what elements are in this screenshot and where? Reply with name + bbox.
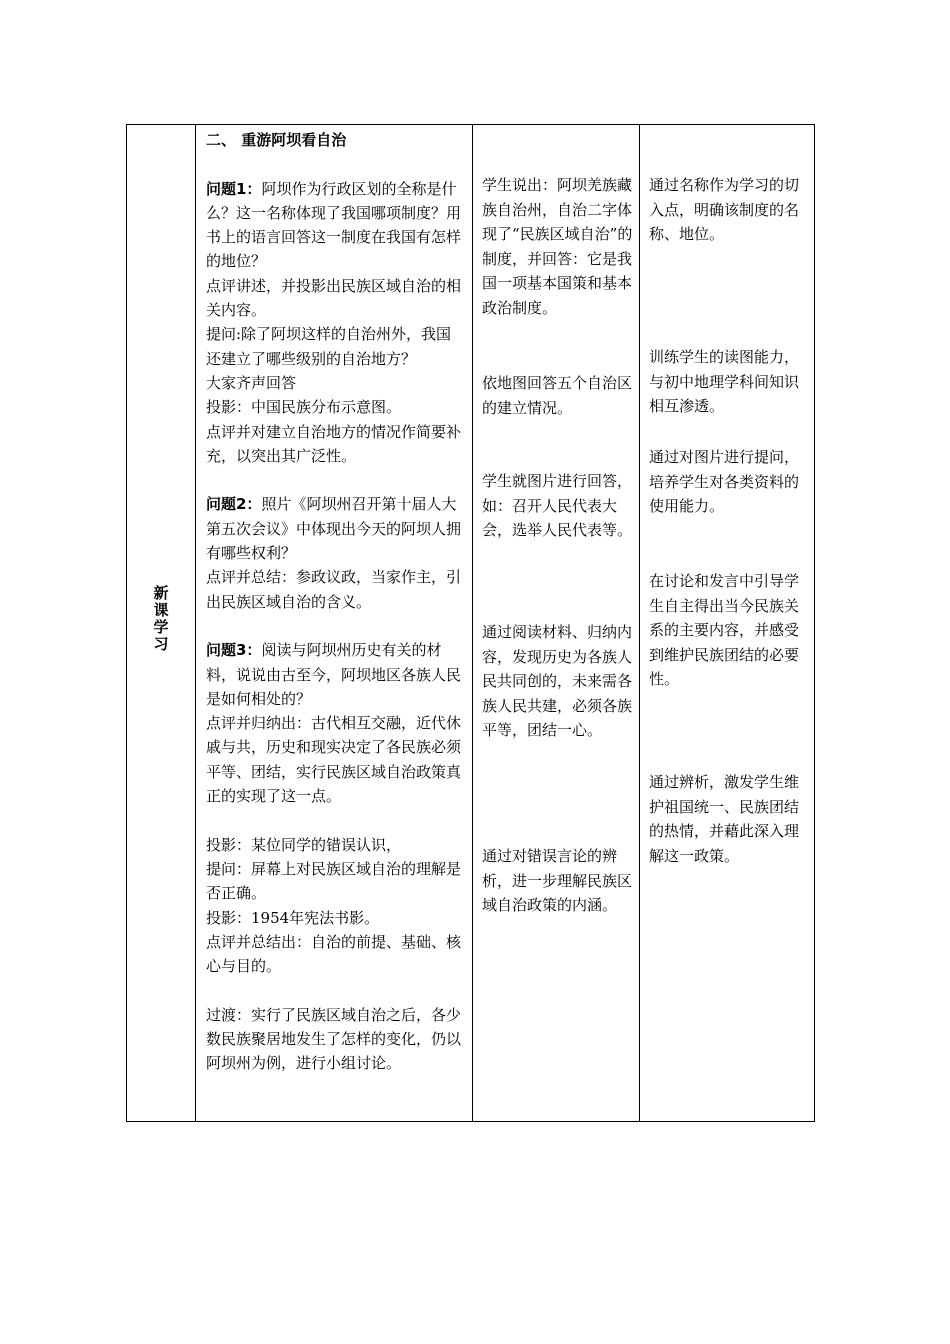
design-intent: 通过名称作为学习的切入点，明确该制度的名称、地位。 [649,176,800,243]
teacher-step: 点评并对建立自治地方的情况作简要补充，以突出其广泛性。 [206,422,462,465]
section-label-char: 新 [153,584,169,602]
teacher-step: 点评讲述，并投影出民族区域自治的相关内容。 [206,276,462,320]
question-label: 问题2： [206,495,262,514]
section-label [127,585,195,653]
design-intent: 训练学生的读图能力，与初中地理学科间知识相互渗透。 [649,348,800,415]
question-1 [206,177,464,274]
section-label-char: 学 [153,618,169,636]
teacher-step: 点评并归纳出：古代相互交融，近代休戚与共，历史和现实决定了各民族必须平等、团结，实行民族区域自治政策真正的实现了这一点。 [206,714,462,806]
question-text: 照片《阿坝州召开第十届人大第五次会议》中体现出今天的阿坝人拥有哪些权利？ [206,495,462,563]
question-3 [206,638,464,711]
teacher-step: 提问:除了阿坝这样的自治州外，我国还建立了哪些级别的自治地方？ [206,325,452,368]
teacher-step: 过渡：实行了民族区域自治之后，各少数民族聚居地发生了怎样的变化，仍以阿坝州为例，进行小组讨论。 [206,1005,462,1073]
student-activity: 通过阅读材料、归纳内容，发现历史为各族人民共同创的，未来需各族人民共建，必须各族平等，团结一心。 [482,623,633,739]
question-text: 阅读与阿坝州历史有关的材料，说说由古至今，阿坝地区各族人民是如何相处的？ [206,641,462,708]
design-intent-column [640,125,815,1121]
design-intent: 通过辨析，激发学生维护祖国统一、民族团结的热情，并藉此深入理解这一政策。 [649,773,800,865]
student-activity-column [473,125,639,1121]
design-intent: 通过对图片进行提问，培养学生对各类资料的使用能力。 [649,448,800,515]
teacher-activity-column [196,125,472,1121]
question-2 [206,492,464,565]
teacher-step: 大家齐声回答 [206,373,297,392]
teacher-step: 投影：中国民族分布示意图。 [206,398,402,417]
student-activity: 通过对错误言论的辨析，进一步理解民族区域自治政策的内涵。 [482,847,633,914]
teacher-step: 投影：1954年宪法书影。 [206,908,380,927]
lesson-plan-table [126,124,815,1122]
teacher-step: 投影：某位同学的错误认识， [206,835,402,854]
teacher-step: 点评并总结出：自治的前提、基础、核心与目的。 [206,932,462,976]
design-intent: 在讨论和发言中引导学生自主得出当今民族关系的主要内容，并感受到维护民族团结的必要性。 [649,572,800,688]
student-activity: 学生就图片进行回答，如：召开人民代表大会，选举人民代表等。 [482,472,633,539]
question-label: 问题3： [206,641,262,660]
section-heading: 二、 重游阿坝看自治 [206,131,347,149]
section-label-char: 习 [153,635,169,653]
question-label: 问题1： [206,179,262,198]
section-label-char: 课 [153,601,169,619]
teacher-step: 点评并总结：参政议政，当家作主，引出民族区域自治的含义。 [206,568,462,611]
student-activity: 依地图回答五个自治区的建立情况。 [482,374,633,417]
question-text: 阿坝作为行政区划的全称是什么？这一名称体现了我国哪项制度？用书上的语言回答这一制度在我国有怎样的地位？ [206,179,462,271]
teacher-step: 提问：屏幕上对民族区域自治的理解是否正确。 [206,859,462,903]
student-activity: 学生说出：阿坝羌族藏族自治州，自治二字体现了“民族区域自治”的制度，并回答：它是我国一项基本国策和基本政治制度。 [482,176,633,317]
